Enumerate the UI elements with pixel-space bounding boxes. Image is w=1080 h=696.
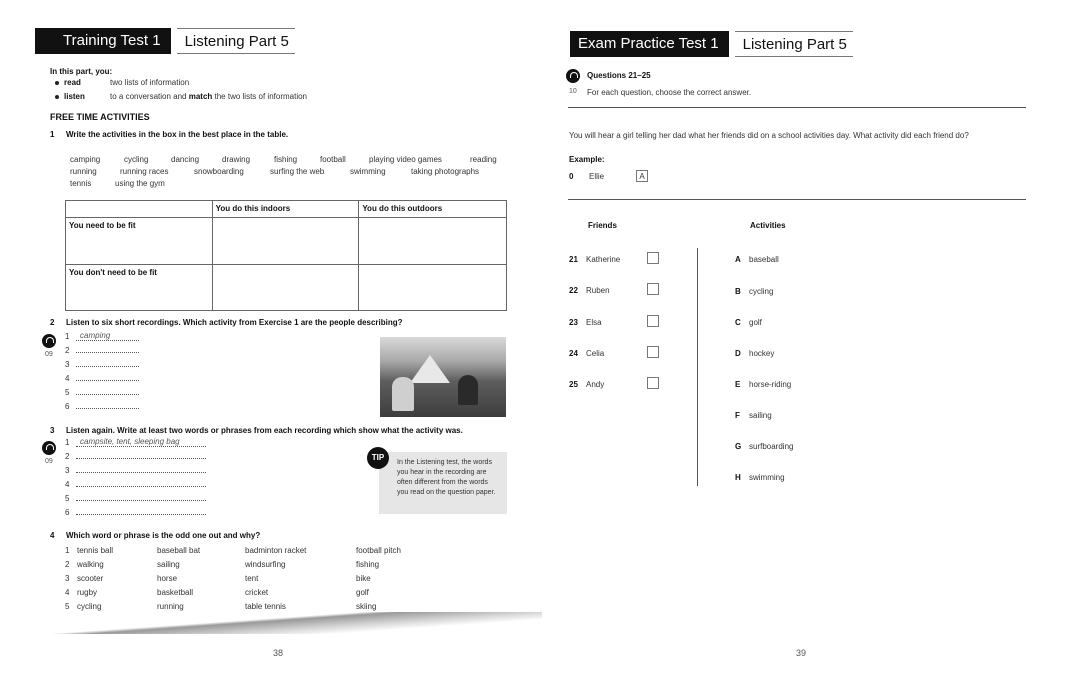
ex1-num: 1 [50, 130, 55, 139]
friend-num: 22 [569, 286, 578, 295]
audio-icon[interactable] [42, 334, 56, 348]
divider [568, 107, 1026, 108]
word-fishing: fishing [274, 155, 298, 164]
ex1-instruction: Write the activities in the box in the best place in the table. [66, 130, 289, 139]
bullet-icon [55, 95, 59, 99]
activity-letter: F [735, 411, 740, 420]
ex4-word: tennis ball [77, 546, 114, 555]
right-page [540, 0, 1080, 696]
ex4-word: walking [77, 560, 104, 569]
tip-label: TIP [367, 447, 389, 469]
ex4-row-num: 3 [65, 574, 70, 583]
answer-box-22[interactable] [647, 283, 659, 295]
friend-name: Celia [586, 349, 605, 358]
ex4-word: cricket [245, 588, 269, 597]
ex4-row-num: 5 [65, 602, 70, 611]
table-row-fit: You need to be fit [66, 218, 213, 265]
ex4-word: fishing [356, 560, 380, 569]
ex2-item: 4 [65, 374, 70, 383]
friend-name: Elsa [586, 318, 602, 327]
right-title-bar [570, 31, 853, 57]
activity-letter: G [735, 442, 742, 451]
ex2-answer-line[interactable] [76, 388, 139, 397]
right-track: 10 [569, 88, 577, 95]
activity-name: hockey [749, 349, 775, 358]
person-shape [458, 375, 478, 405]
word-snowboarding: snowboarding [194, 167, 244, 176]
activity-name: horse-riding [749, 380, 792, 389]
ex3-answer-line[interactable] [76, 480, 206, 489]
left-page-number: 38 [273, 648, 284, 658]
ex2-item: 2 [65, 346, 70, 355]
bullet-icon [55, 81, 59, 85]
ex3-answer-line[interactable] [76, 466, 206, 475]
ex4-word: badminton racket [245, 546, 307, 555]
table-cell-notfit-indoors[interactable] [212, 265, 359, 311]
audio-icon[interactable] [566, 69, 580, 83]
answer-box-21[interactable] [647, 252, 659, 264]
tip-box: In the Listening test, the words you hear in the recording are often different from the words you read on the question paper. [379, 452, 507, 514]
word-swimming: swimming [350, 167, 386, 176]
questions-label: Questions 21–25 [587, 71, 651, 80]
ex2-item: 6 [65, 402, 70, 411]
word-dancing: dancing [171, 155, 200, 164]
column-divider [697, 248, 698, 486]
ex4-instruction: Which word or phrase is the odd one out and why? [66, 531, 261, 540]
word-reading: reading [470, 155, 497, 164]
table-cell-fit-outdoors[interactable] [359, 218, 507, 265]
right-instruction: For each question, choose the correct answer. [587, 88, 752, 97]
section-heading: FREE TIME ACTIVITIES [50, 112, 150, 122]
ex4-word: horse [157, 574, 178, 583]
activity-letter: A [735, 255, 741, 264]
ex3-num: 3 [50, 426, 55, 435]
left-title-bar [35, 28, 295, 54]
activities-table [65, 200, 507, 311]
ex3-item: 4 [65, 480, 70, 489]
example-answer-box: A [636, 170, 648, 182]
ex4-word: skiing [356, 602, 377, 611]
right-page-number: 39 [796, 648, 807, 658]
activity-letter: D [735, 349, 741, 358]
ex4-word: football pitch [356, 546, 401, 555]
ex4-word: scooter [77, 574, 104, 583]
table-cell-fit-indoors[interactable] [212, 218, 359, 265]
ex2-answer-line[interactable] [76, 402, 139, 411]
activity-name: surfboarding [749, 442, 794, 451]
right-title-light: Listening Part 5 [735, 31, 853, 57]
ex4-word: golf [356, 588, 369, 597]
ex2-instruction: Listen to six short recordings. Which activity from Exercise 1 are the people describing? [66, 318, 403, 327]
ex4-word: bike [356, 574, 371, 583]
word-camping: camping [70, 155, 101, 164]
ex3-item: 1 [65, 438, 70, 447]
example-name: Ellie [589, 172, 605, 181]
page-edge-shadow [30, 612, 542, 634]
word-taking-photographs: taking photographs [411, 167, 480, 176]
right-title-dark: Exam Practice Test 1 [570, 31, 729, 57]
table-row-not-fit: You don't need to be fit [66, 265, 213, 311]
ex4-num: 4 [50, 531, 55, 540]
audio-icon[interactable] [42, 441, 56, 455]
ex2-answer-line[interactable] [76, 374, 139, 383]
word-playing-video-games: playing video games [369, 155, 442, 164]
word-using-the-gym: using the gym [115, 179, 165, 188]
left-title-light: Listening Part 5 [177, 28, 295, 54]
example-label: Example: [569, 155, 605, 164]
friend-name: Andy [586, 380, 605, 389]
table-cell-notfit-outdoors[interactable] [359, 265, 507, 311]
friend-num: 23 [569, 318, 578, 327]
activity-name: sailing [749, 411, 772, 420]
ex2-example-answer: camping [76, 331, 139, 341]
ex2-item: 5 [65, 388, 70, 397]
ex4-word: sailing [157, 560, 180, 569]
activities-heading: Activities [750, 221, 786, 230]
ex4-row-num: 4 [65, 588, 70, 597]
word-football: football [320, 155, 346, 164]
friend-num: 25 [569, 380, 578, 389]
activity-letter: E [735, 380, 741, 389]
divider [568, 199, 1026, 200]
ex3-answer-line[interactable] [76, 494, 206, 503]
ex3-item: 2 [65, 452, 70, 461]
ex3-item: 6 [65, 508, 70, 517]
ex2-item: 3 [65, 360, 70, 369]
table-col-indoors: You do this indoors [212, 201, 359, 218]
ex2-answer-line[interactable] [76, 346, 139, 355]
ex3-track: 09 [45, 458, 53, 465]
bullet-read-text: two lists of information [110, 78, 190, 87]
activity-name: golf [749, 318, 762, 327]
ex4-row-num: 1 [65, 546, 70, 555]
friends-heading: Friends [588, 221, 617, 230]
person-shape [392, 377, 414, 411]
activity-name: baseball [749, 255, 779, 264]
ex4-word: tent [245, 574, 259, 583]
ex4-word: table tennis [245, 602, 286, 611]
ex4-word: windsurfing [245, 560, 286, 569]
word-running-races: running races [120, 167, 169, 176]
example-num: 0 [569, 172, 574, 181]
bullet-listen-text: to a conversation and match the two lists of information [110, 92, 307, 101]
ex3-answer-line[interactable] [76, 452, 206, 461]
activity-letter: B [735, 287, 741, 296]
left-title-dark: Training Test 1 [35, 28, 171, 54]
answer-box-23[interactable] [647, 315, 659, 327]
word-tennis: tennis [70, 179, 92, 188]
answer-box-24[interactable] [647, 346, 659, 358]
friend-name: Ruben [586, 286, 610, 295]
activity-name: swimming [749, 473, 785, 482]
table-col-outdoors: You do this outdoors [359, 201, 507, 218]
bullet-read: read [55, 78, 81, 87]
ex2-item: 1 [65, 332, 70, 341]
word-surfing-the-web: surfing the web [270, 167, 325, 176]
ex4-word: baseball bat [157, 546, 201, 555]
ex2-track: 09 [45, 351, 53, 358]
intro-heading: In this part, you: [50, 67, 113, 76]
ex3-item: 3 [65, 466, 70, 475]
friend-name: Katherine [586, 255, 621, 264]
activity-letter: H [735, 473, 741, 482]
bullet-listen: listen [55, 92, 85, 101]
activity-name: cycling [749, 287, 774, 296]
friend-num: 24 [569, 349, 578, 358]
ex3-example-answer: campsite, tent, sleeping bag [76, 437, 206, 447]
ex4-word: rugby [77, 588, 98, 597]
word-drawing: drawing [222, 155, 251, 164]
ex3-answer-line[interactable] [76, 508, 206, 517]
context-text: You will hear a girl telling her dad what her friends did on a school activities day. What activity did each friend do? [569, 131, 969, 140]
ex4-word: running [157, 602, 184, 611]
ex2-num: 2 [50, 318, 55, 327]
friend-num: 21 [569, 255, 578, 264]
activity-letter: C [735, 318, 741, 327]
word-running: running [70, 167, 97, 176]
ex2-answer-line[interactable] [76, 360, 139, 369]
answer-box-25[interactable] [647, 377, 659, 389]
table-corner [66, 201, 213, 218]
word-cycling: cycling [124, 155, 149, 164]
ex4-row-num: 2 [65, 560, 70, 569]
ex4-word: cycling [77, 602, 102, 611]
camping-photo [380, 337, 506, 417]
ex3-item: 5 [65, 494, 70, 503]
ex3-instruction: Listen again. Write at least two words or phrases from each recording which show what the activity was. [66, 426, 463, 435]
tent-shape [410, 355, 450, 383]
ex4-word: basketball [157, 588, 194, 597]
